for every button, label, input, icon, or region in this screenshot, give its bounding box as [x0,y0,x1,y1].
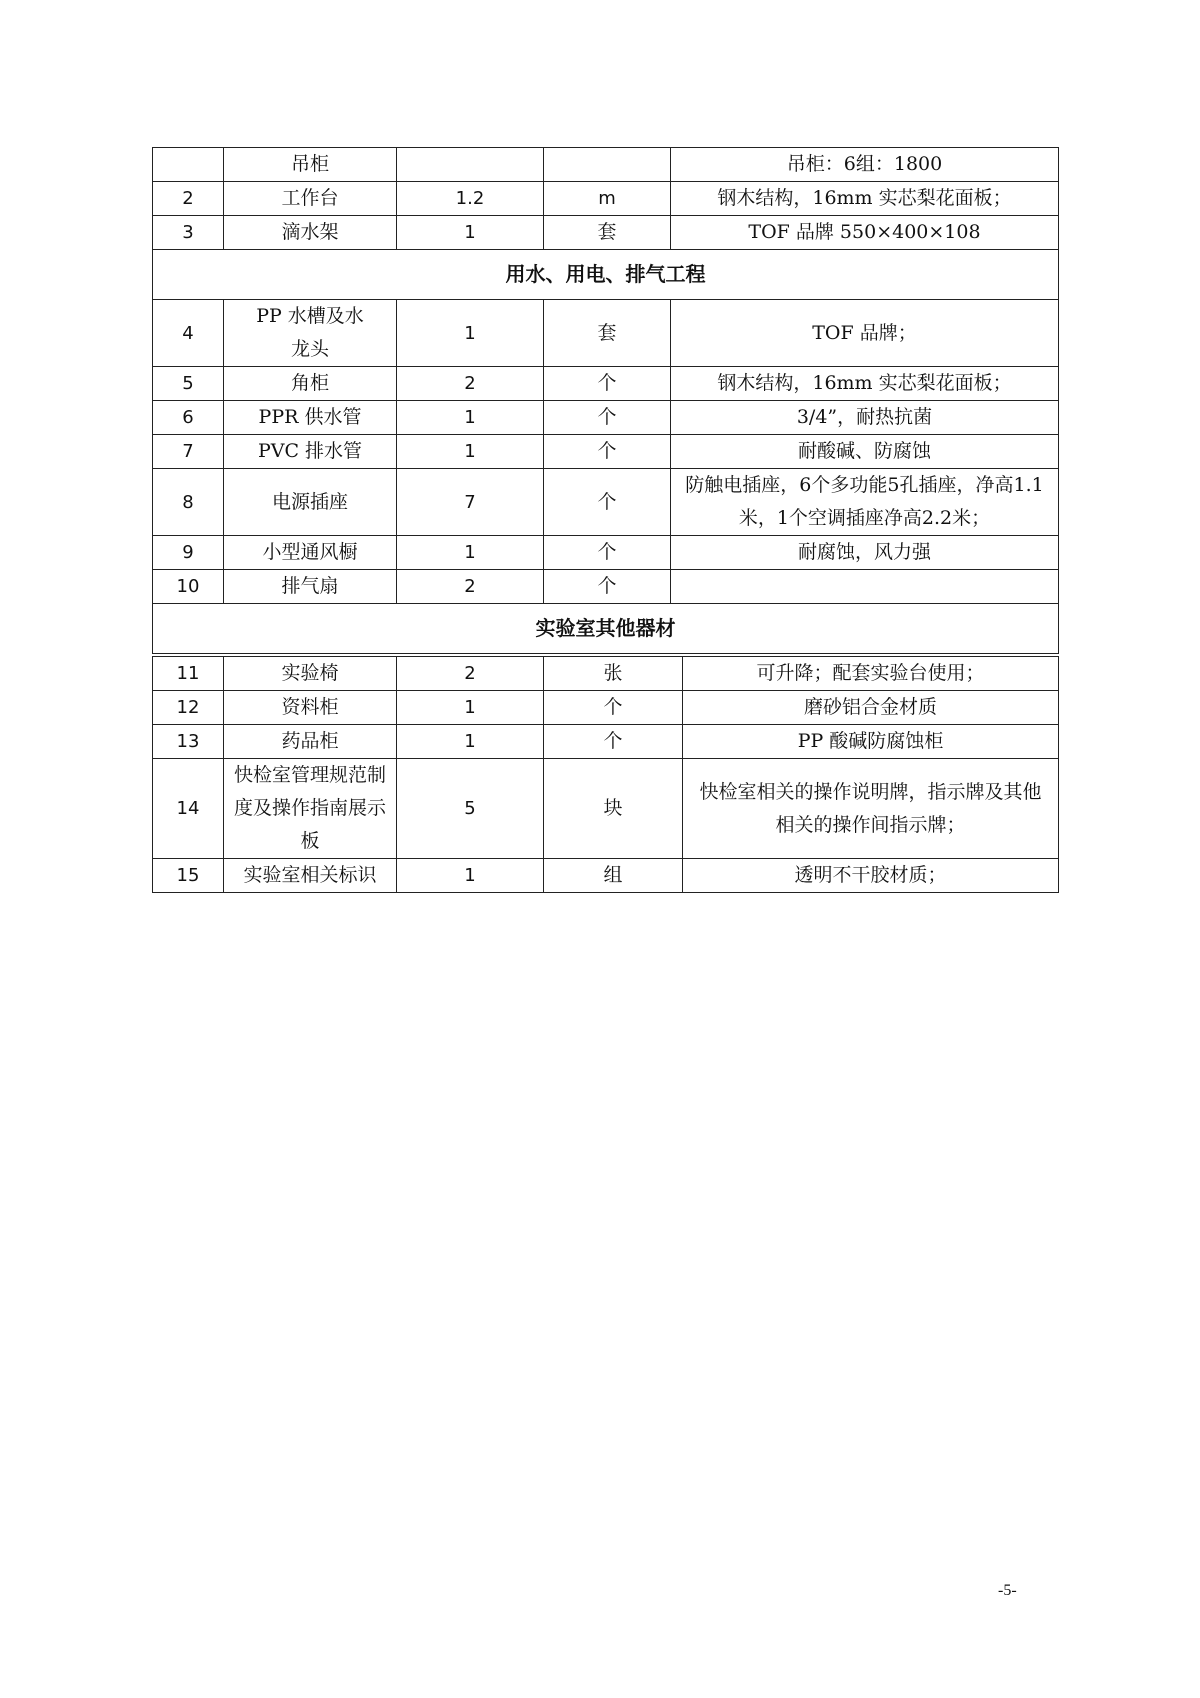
table-row [153,469,1059,536]
item-name: PPR 供水管 [224,401,397,435]
section-title: 实验室其他器材 [153,604,1059,654]
item-spec: TOF 品牌 550×400×108 [671,216,1059,250]
item-unit: 个 [544,367,671,401]
item-quantity: 2 [397,367,544,401]
item-spec: 吊柜：6组：1800 [671,148,1059,182]
item-quantity: 1 [397,725,544,759]
section-header-row [153,250,1059,300]
table-row [153,536,1059,570]
item-name: PP 水槽及水龙头 [224,300,397,367]
item-spec: 磨砂铝合金材质 [683,691,1059,725]
table-row [153,300,1059,367]
item-spec [671,570,1059,604]
row-number: 12 [153,691,224,725]
item-unit: 套 [544,216,671,250]
item-name: 吊柜 [224,148,397,182]
row-number: 8 [153,469,224,536]
item-name: PVC 排水管 [224,435,397,469]
item-spec: 耐酸碱、防腐蚀 [671,435,1059,469]
table-row [153,691,1059,725]
item-unit: 块 [544,759,683,859]
section-title: 用水、用电、排气工程 [153,250,1059,300]
row-number: 11 [153,657,224,691]
row-number: 2 [153,182,224,216]
item-unit [544,148,671,182]
row-number: 9 [153,536,224,570]
table-row [153,657,1059,691]
item-quantity: 1 [397,691,544,725]
row-number: 5 [153,367,224,401]
item-spec: 快检室相关的操作说明牌，指示牌及其他相关的操作间指示牌； [683,759,1059,859]
item-unit: 张 [544,657,683,691]
table-row [153,182,1059,216]
item-quantity: 2 [397,570,544,604]
item-unit: 个 [544,725,683,759]
table-row [153,216,1059,250]
item-name: 电源插座 [224,469,397,536]
item-unit: 个 [544,570,671,604]
section-header-row [153,604,1059,654]
item-name: 工作台 [224,182,397,216]
item-quantity: 1 [397,300,544,367]
table-row [153,759,1059,859]
table-row [153,367,1059,401]
item-quantity: 1 [397,536,544,570]
item-spec: 防触电插座，6个多功能5孔插座，净高1.1米，1个空调插座净高2.2米； [671,469,1059,536]
item-unit: 套 [544,300,671,367]
item-name: 快检室管理规范制度及操作指南展示板 [224,759,397,859]
item-unit: 个 [544,435,671,469]
item-unit: 组 [544,859,683,893]
item-name: 药品柜 [224,725,397,759]
item-quantity: 1 [397,216,544,250]
equipment-table-part-1 [152,147,1059,654]
row-number: 13 [153,725,224,759]
item-spec: 3/4”，耐热抗菌 [671,401,1059,435]
item-spec: 钢木结构，16mm 实芯梨花面板； [671,182,1059,216]
item-spec: 透明不干胶材质； [683,859,1059,893]
item-name: 实验室相关标识 [224,859,397,893]
item-unit: 个 [544,536,671,570]
item-quantity: 2 [397,657,544,691]
table-row [153,725,1059,759]
item-unit: 个 [544,691,683,725]
table-row [153,401,1059,435]
item-spec: PP 酸碱防腐蚀柜 [683,725,1059,759]
item-spec: 可升降；配套实验台使用； [683,657,1059,691]
row-number: 10 [153,570,224,604]
item-unit: 个 [544,469,671,536]
item-quantity: 1 [397,401,544,435]
equipment-table-part-2 [152,656,1059,893]
item-unit: m [544,182,671,216]
item-name: 角柜 [224,367,397,401]
row-number: 15 [153,859,224,893]
item-quantity: 1 [397,859,544,893]
row-number: 6 [153,401,224,435]
row-number [153,148,224,182]
item-name: 实验椅 [224,657,397,691]
row-number: 4 [153,300,224,367]
item-name: 排气扇 [224,570,397,604]
table-row [153,570,1059,604]
table-row [153,435,1059,469]
item-spec: 耐腐蚀，风力强 [671,536,1059,570]
item-quantity: 7 [397,469,544,536]
item-quantity: 1 [397,435,544,469]
page-number: -5- [998,1582,1017,1599]
item-spec: TOF 品牌； [671,300,1059,367]
item-name: 滴水架 [224,216,397,250]
item-quantity: 5 [397,759,544,859]
item-name: 资料柜 [224,691,397,725]
item-unit: 个 [544,401,671,435]
item-name: 小型通风橱 [224,536,397,570]
row-number: 7 [153,435,224,469]
table-row [153,148,1059,182]
row-number: 14 [153,759,224,859]
item-spec: 钢木结构，16mm 实芯梨花面板； [671,367,1059,401]
item-quantity [397,148,544,182]
row-number: 3 [153,216,224,250]
table-row [153,859,1059,893]
item-quantity: 1.2 [397,182,544,216]
